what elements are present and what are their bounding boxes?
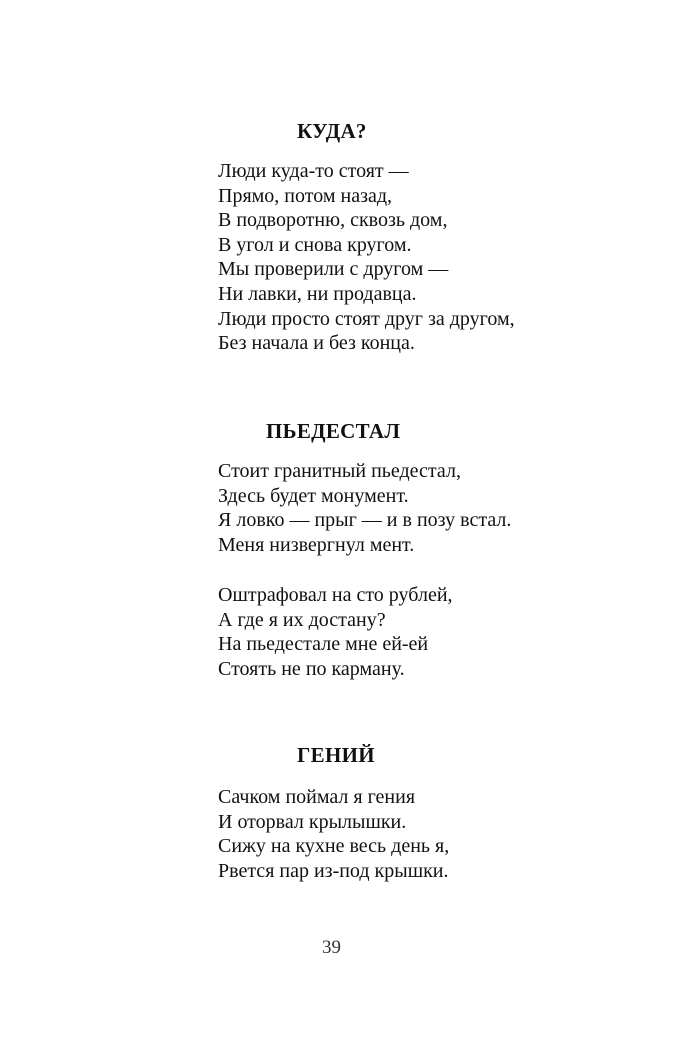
poem-line: Прямо, потом назад,: [218, 184, 393, 207]
poem-line: Ни лавки, ни продавца.: [218, 282, 417, 305]
poem-line: Оштрафовал на сто рублей,: [218, 584, 453, 606]
poem-pedestal-stanza-1: [218, 459, 511, 557]
poem-line: Здесь будет монумент.: [218, 484, 409, 507]
poem-kuda-stanza-1: [218, 159, 515, 356]
poem-line: Стоит гранитный пьедестал,: [218, 460, 461, 482]
poem-line: Рвется пар из-под крышки.: [218, 859, 449, 882]
poem-line: Без начала и без конца.: [218, 332, 415, 355]
poem-title-genius: ГЕНИЙ: [297, 743, 375, 767]
poem-line: На пьедестале мне ей-ей: [218, 633, 429, 656]
poem-line: Стоять не по карману.: [218, 657, 405, 680]
page-number: 39: [322, 937, 341, 958]
poem-title-kuda: КУДА?: [297, 119, 367, 143]
poem-line: Люди куда-то стоят —: [218, 160, 409, 182]
poem-line: Меня низвергнул мент.: [218, 533, 415, 556]
poem-line: И оторвал крылышки.: [218, 810, 407, 833]
poem-line: В подворотню, сквозь дом,: [218, 209, 448, 232]
poem-line: Люди просто стоят друг за другом,: [218, 307, 515, 330]
poem-line: Мы проверили с другом —: [218, 258, 449, 281]
poem-line: Сачком поймал я гения: [218, 786, 416, 808]
poem-genius-stanza-1: [218, 785, 449, 883]
poem-pedestal-stanza-2: [218, 583, 453, 681]
poem-line: А где я их достану?: [218, 608, 386, 631]
poem-line: Сижу на кухне весь день я,: [218, 835, 450, 858]
poem-title-pedestal: ПЬЕДЕСТАЛ: [266, 419, 401, 443]
poem-line: Я ловко — прыг — и в позу встал.: [218, 509, 512, 532]
poem-line: В угол и снова кругом.: [218, 233, 412, 256]
